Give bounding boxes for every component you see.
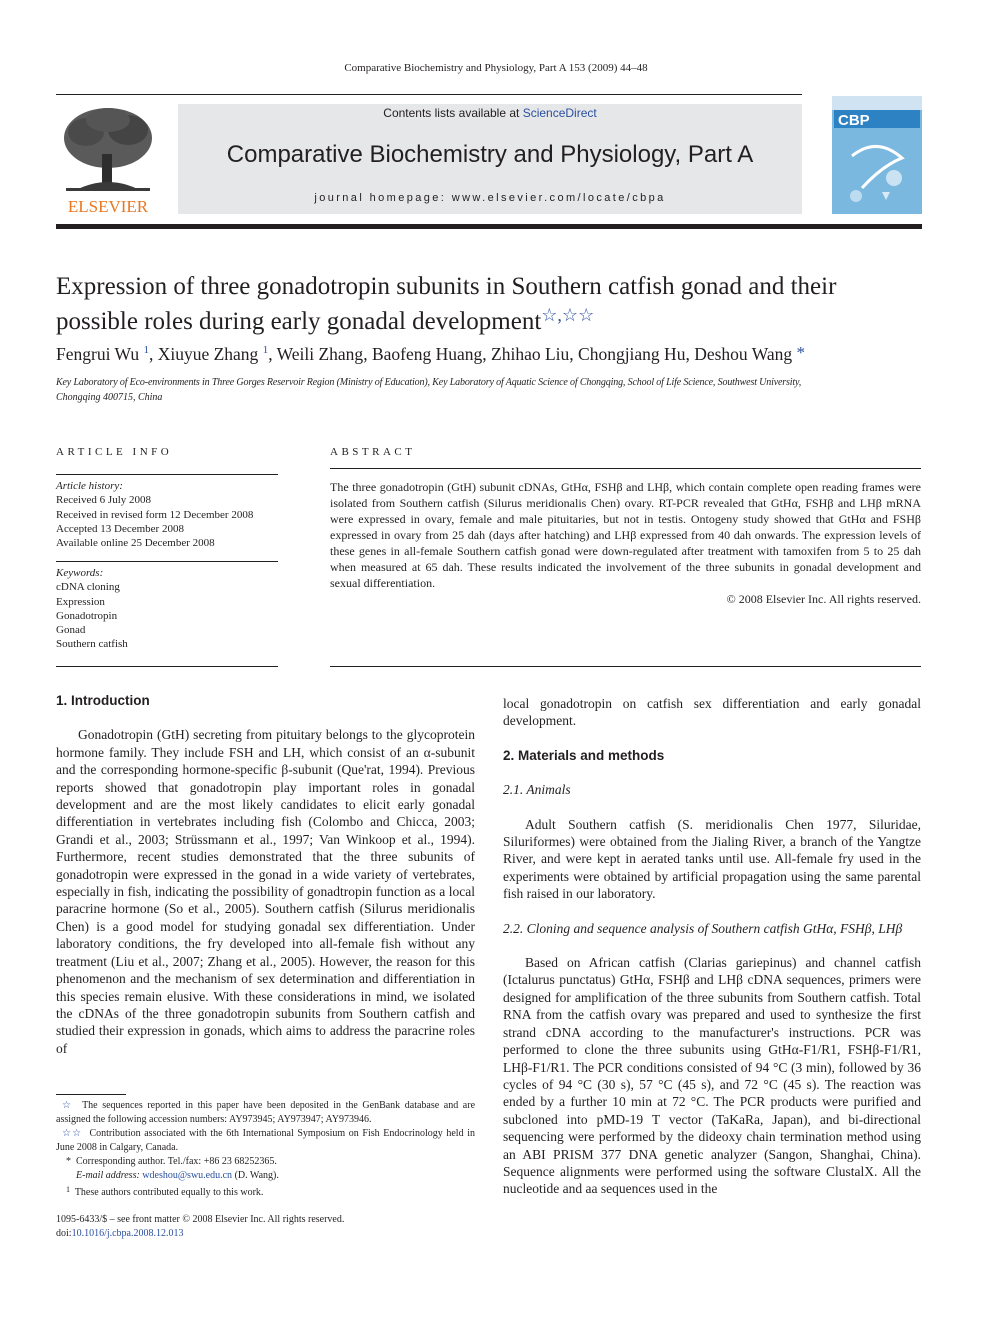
abstract-text: The three gonadotropin (GtH) subunit cDNAs, GtHα, FSHβ and LHβ, which contain complete open reading frames were isolated from Southern catfish (Silurus meridionalis Chen) ovary. RT-PCR revealed that GtHα, FSHβ and LHβ mRNA were expressed in ovary, female and male pituitaries, but not in testis. Ontogeny study showed that GtHα and FSHβ expressed in ovary from 25 dah (days after hatching) and LHβ expressed from 40 dah onwards. The expression levels of these genes in all-female Southern catfish gonad were down-regulated after treatment with tamoxifen from 5 to 25 dah when measured at 65 dah. These results indicated the involvement of the three subunits in gonadal development and sexual differentiation.: [330, 480, 921, 590]
journal-cover: [832, 96, 922, 214]
journal-cover-image-icon: [832, 96, 922, 214]
footnote-4-text: These authors contributed equally to this work.: [74, 1187, 264, 1198]
title-footnote-marks[interactable]: ☆,☆☆: [541, 305, 595, 325]
keyword: Expression: [56, 595, 105, 608]
footnote-2-text: Contribution associated with the 6th International Symposium on Fish Endocrinology held in June 2008 in Calgary, Canada.: [56, 1128, 475, 1153]
author-name: Deshou Wang: [694, 344, 793, 364]
contents-prefix: Contents lists available at: [383, 106, 523, 120]
title-line-1: Expression of three gonadotropin subunits in Southern catfish gonad and their: [56, 273, 837, 300]
introduction-paragraph: Gonadotropin (GtH) secreting from pituitary belongs to the glycoprotein hormone family. They include FSH and LH, which consist of an α-subunit and the corresponding hormone-specific β-subunit (Que'rat, 1994). Previous reports showed that gonadotropin play important roles in gonadal development and are the most likely candidates to elicit early gonadal differentiation in vertebrates including fish (Colombo and Chicca, 2003; Grandi et al., 2003; Strüssmann et al., 1997; Van Winkoop et al., 1994). Furthermore, recent studies demonstrated that the three subunits of gonadotropin were expressed in the gonad in a wide variety of vertebrates, especially in fish, indicating the possibility of gonadtropin function as a local paracrine hormone (So et al., 2005). Southern catfish (Silurus meridionalis Chen) is a good model for studying gonadal sex differentiation. Under laboratory conditions, the fry developed into all-female fish without any treatment (Liu et al., 2007; Zhang et al., 2005). However, the reason for this phenomenon and the mechanism of sex determination and differentiation in this species remain elusive. With these considerations in mind, we isolated the cDNAs of the three gonadotropin subunits from Southern catfish and studied their expression in gonads, which aims to address the paracrine roles of: [56, 727, 475, 1056]
methods-heading: 2. Materials and methods: [503, 747, 665, 763]
keyword: Gonad: [56, 624, 86, 637]
footnotes: [56, 1099, 475, 1200]
footnote-2: [56, 1127, 475, 1155]
footnote-email: [56, 1169, 475, 1183]
affiliation-line-2: Chongqing 400715, China: [56, 391, 163, 403]
email-label: E-mail address:: [76, 1170, 140, 1181]
elsevier-logo: [56, 104, 160, 216]
footnote-1-text: The sequences reported in this paper have been deposited in the GenBank database and are assigned the following accession numbers: AY973945; AY973947; AY973946.: [56, 1100, 476, 1125]
header-thick-rule: [56, 224, 922, 229]
header-top-rule: [56, 94, 802, 95]
right-column: [503, 695, 921, 1198]
author-name: Xiuyue Zhang: [157, 344, 259, 364]
author-mark[interactable]: 1: [143, 344, 149, 357]
journal-homepage[interactable]: journal homepage: www.elsevier.com/locate/cbpa: [314, 192, 666, 204]
footnote-4: [56, 1183, 475, 1200]
introduction-continuation: local gonadotropin on catfish sex differentiation and early gonadal development.: [503, 696, 921, 729]
doi-line: [56, 1227, 475, 1241]
keyword: Gonadotropin: [56, 609, 118, 622]
title-line-2: [56, 301, 922, 336]
author-mark[interactable]: 1: [262, 344, 269, 357]
footnote-3-mark: *: [66, 1156, 71, 1167]
contents-line: [178, 106, 802, 120]
footnote-4-mark: 1: [66, 1185, 70, 1194]
elsevier-wordmark: ELSEVIER: [67, 197, 149, 216]
issn-line: 1095-6433/$ – see front matter © 2008 Elsevier Inc. All rights reserved.: [56, 1214, 345, 1225]
left-column: [56, 692, 475, 1057]
author-name: Zhihao Liu: [491, 344, 570, 364]
cloning-paragraph: Based on African catfish (Clarias gariepinus) and channel catfish (Ictalurus punctatus) GtHα, FSHβ and LHβ cDNA sequences, primers were designed for amplification of the three subunits from Southern catfish. Total RNA from the catfish ovary was prepared and used to synthesize the first strand cDNA according to the manufacturer's instructions. PCR was performed to clone the three subunits using GtHα-F1/R1, FSHβ-F1/R1, LHβ-F1/R1. The PCR conditions consisted of 94 °C (3 min), followed by 36 cycles of 94 °C (30 s), 57 °C (45 s), and 72 °C (45 s). The reaction was ended by a further 10 min at 72 °C. The PCR products were purified and subcloned into pMD-19 T vector (TaKaRa, Japan), and bi-directional sequencing were performed by the dideoxy chain termination method using an ABI PRISM 377 DNA genetic analyzer (Sangon, Shanghai, China). Sequence alignments were performed using the software ClustalX. All the nucleotide and aa sequences used in the: [503, 955, 921, 1197]
email-suffix: (D. Wang).: [234, 1170, 279, 1181]
history-received: Received 6 July 2008: [56, 494, 152, 507]
journal-title: Comparative Biochemistry and Physiology, Part A: [226, 141, 754, 168]
cloning-heading: 2.2. Cloning and sequence analysis of Southern catfish GtHα, FSHβ, LHβ: [503, 920, 903, 936]
author-name: Weili Zhang: [276, 344, 364, 364]
keywords-label: Keywords:: [56, 567, 104, 579]
history-label: Article history:: [56, 480, 123, 492]
article-info-heading: ARTICLE INFO: [56, 446, 173, 458]
abstract-body: [330, 479, 921, 607]
footnote-rule: [56, 1094, 126, 1095]
history-accepted: Accepted 13 December 2008: [56, 522, 184, 535]
affiliation: [56, 376, 922, 405]
article-history: [56, 479, 278, 550]
cover-title: CBP: [838, 112, 870, 129]
email-link[interactable]: wdeshou@swu.edu.cn: [142, 1170, 233, 1181]
author-name: Baofeng Huang: [371, 344, 483, 364]
article-info-rule: [56, 474, 278, 475]
author-name: Chongjiang Hu: [578, 344, 686, 364]
introduction-heading: 1. Introduction: [56, 693, 150, 708]
title-line-2-text: possible roles during early gonadal development: [56, 308, 542, 335]
animals-heading: 2.1. Animals: [503, 782, 571, 798]
running-head: Comparative Biochemistry and Physiology, Part A 153 (2009) 44–48: [344, 62, 648, 74]
footnote-3: [56, 1155, 475, 1169]
footnote-1-mark: ☆: [62, 1100, 74, 1111]
keywords: [56, 566, 278, 652]
history-online: Available online 25 December 2008: [56, 537, 215, 550]
footnote-1: [56, 1099, 475, 1127]
footnote-2-mark: ☆☆: [62, 1128, 83, 1139]
animals-paragraph: Adult Southern catfish (S. meridionalis Chen 1977, Siluridae, Siluriformes) were obtained from the Jialing River, a branch of the Yangtze River, and were kept in aerated tanks until use. All-female fry used in the experiments were obtained by artificial propagation using the same parental fish raised in our laboratory.: [503, 816, 921, 902]
abstract-bottom-rule: [330, 666, 921, 667]
corresponding-author-mark[interactable]: *: [796, 343, 805, 362]
keyword: Southern catfish: [56, 638, 128, 651]
author-list: Fengrui Wu $^1$, Xiuyue Zhang $^1$, Weili Zhang, Baofeng Huang, Zhihao Liu, Chongjiang Hu, Deshou Wang *: [56, 343, 805, 364]
doi-label: doi:: [56, 1228, 72, 1239]
sciencedirect-link[interactable]: ScienceDirect: [522, 106, 597, 120]
info-bottom-rule: [56, 666, 278, 667]
abstract-copyright: © 2008 Elsevier Inc. All rights reserved.: [726, 592, 921, 606]
history-revised: Received in revised form 12 December 2008: [56, 508, 254, 521]
keywords-rule: [56, 561, 278, 562]
abstract-heading: ABSTRACT: [330, 446, 416, 458]
abstract-top-rule: [330, 468, 921, 469]
affiliation-line-1: Key Laboratory of Eco-environments in Three Gorges Reservoir Region (Ministry of Education), Key Laboratory of Aquatic Science of Chongqing, School of Life Science, Southwest University,: [56, 377, 802, 388]
keyword: cDNA cloning: [56, 581, 120, 594]
doi-link[interactable]: 10.1016/j.cbpa.2008.12.013: [71, 1228, 184, 1239]
footnote-3-text: Corresponding author. Tel./fax: +86 23 68252365.: [76, 1156, 277, 1167]
author-name: Fengrui Wu: [56, 344, 140, 364]
article-title: [56, 272, 922, 336]
issn-doi-block: [56, 1213, 475, 1241]
elsevier-tree-icon: [56, 104, 160, 216]
